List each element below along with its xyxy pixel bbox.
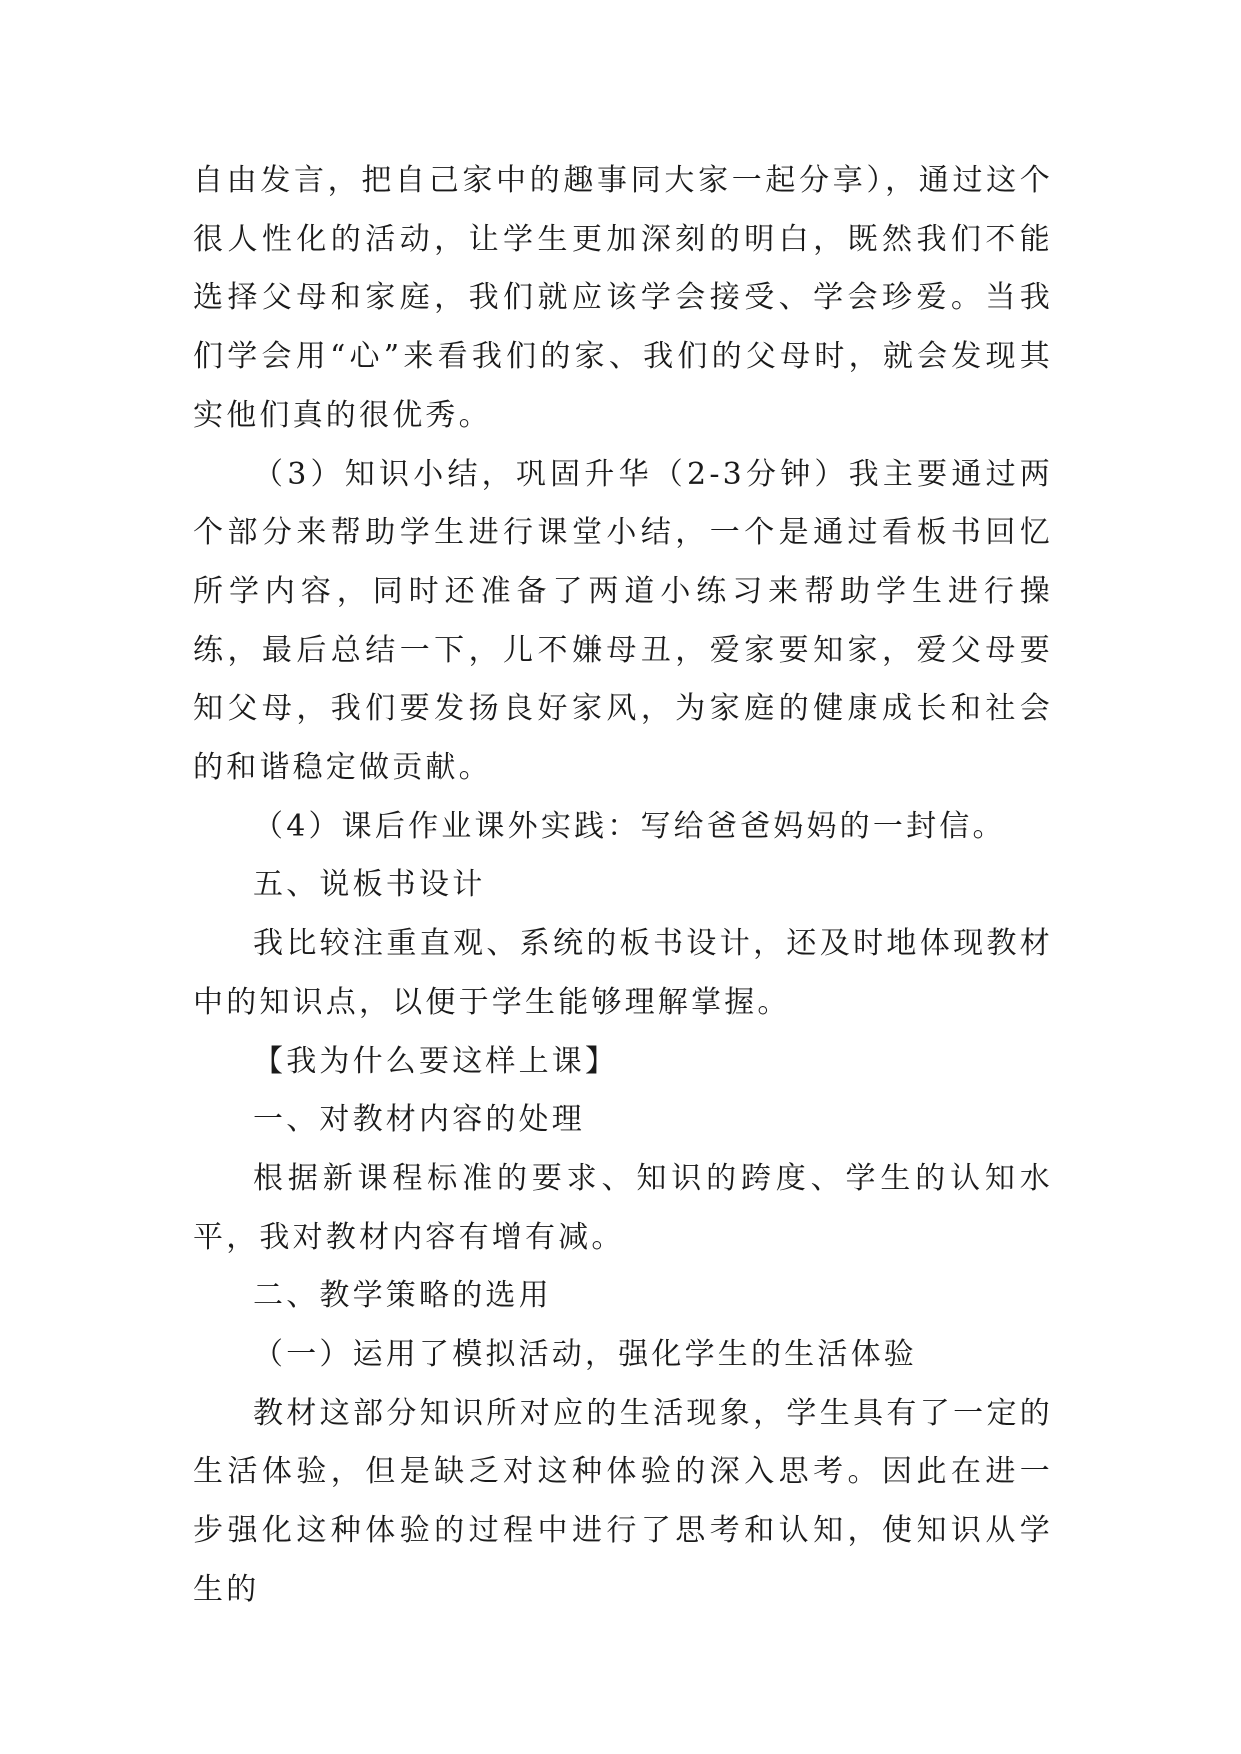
paragraph-knowledge-summary: （3）知识小结，巩固升华（2-3分钟）我主要通过两个部分来帮助学生进行课堂小结，一个是通过看板书回忆所学内容，同时还准备了两道小练习来帮助学生进行操练，最后总结一下，儿不嫌母丑，爱家要知家，爱父母要知父母，我们要发扬良好家风，为家庭的健康成长和社会的和谐稳定做贡献。 xyxy=(193,456,1053,786)
paragraph-continuation: 自由发言，把自己家中的趣事同大家一起分享），通过这个很人性化的活动，让学生更加深刻的明白，既然我们不能选择父母和家庭，我们就应该学会接受、学会珍爱。当我们学会用“心”来看我们的家、我们的父母时，就会发现其实他们真的很优秀。 xyxy=(193,163,1053,433)
subheading-simulation: （一）运用了模拟活动，强化学生的生活体验 xyxy=(253,1337,917,1373)
paragraph-homework: （4）课后作业课外实践：写给爸爸妈妈的一封信。 xyxy=(253,808,1006,844)
heading-strategy: 二、教学策略的选用 xyxy=(253,1278,552,1314)
heading-why-teach: 【我为什么要这样上课】 xyxy=(253,1043,619,1079)
body-text xyxy=(193,152,1053,1620)
heading-board-design: 五、说板书设计 xyxy=(253,867,486,903)
paragraph-simulation: 教材这部分知识所对应的生活现象，学生具有了一定的生活体验，但是缺乏对这种体验的深入思考。因此在进一步强化这种体验的过程中进行了思考和认知，使知识从学生的 xyxy=(193,1395,1053,1607)
paragraph-board-design: 我比较注重直观、系统的板书设计，还及时地体现教材中的知识点，以便于学生能够理解掌握。 xyxy=(193,926,1053,1020)
paragraph-content-handling: 根据新课程标准的要求、知识的跨度、学生的认知水平，我对教材内容有增有减。 xyxy=(193,1160,1053,1255)
heading-content-handling: 一、对教材内容的处理 xyxy=(253,1102,585,1138)
